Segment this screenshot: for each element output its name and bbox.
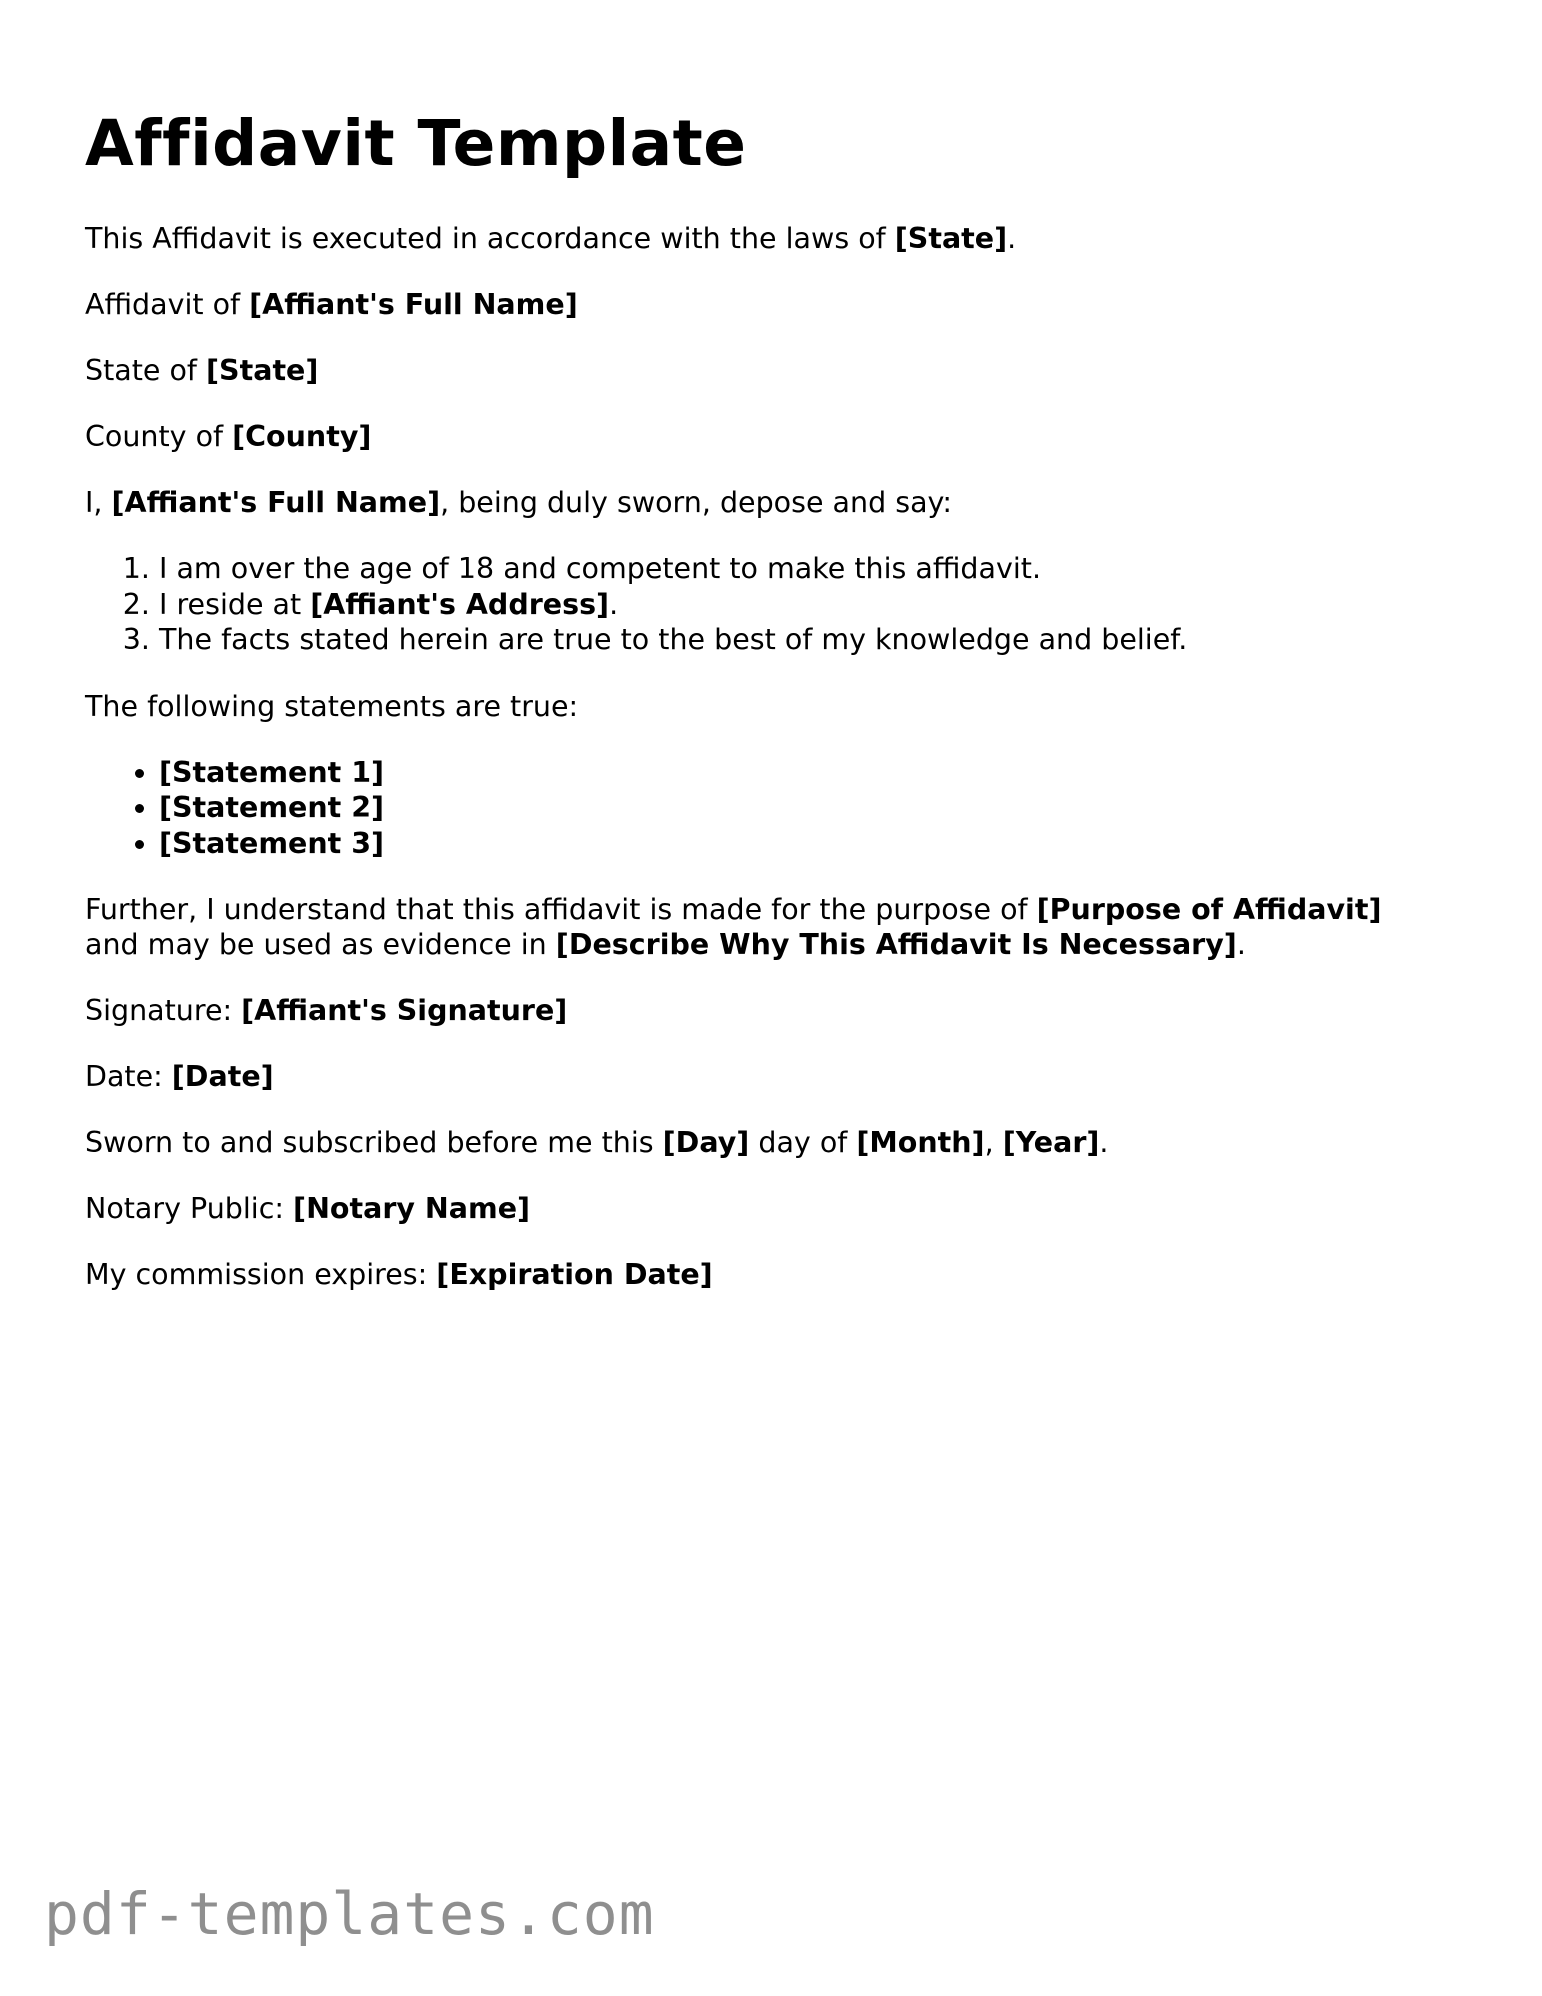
oath-name-placeholder: [Affiant's Full Name] [111,486,441,519]
county-placeholder: [County] [232,420,372,453]
day-placeholder: [Day] [662,1126,750,1159]
intro-paragraph [85,221,1475,256]
purpose-paragraph [85,892,1475,962]
intro-end: . [1007,222,1017,255]
sworn-comma: , [984,1126,1003,1159]
statements-intro: The following statements are true: [85,689,579,723]
oath-prefix: I, [85,486,112,519]
statement-placeholder: [Statement 2] [159,791,385,824]
sworn-day-of: day of [749,1126,857,1159]
notary-placeholder: [Notary Name] [293,1192,531,1225]
signature-placeholder: [Affiant's Signature] [241,994,568,1027]
notary-line [85,1191,1475,1226]
purpose-middle: and may be used as evidence in [85,928,556,961]
affidavit-of-label: Affidavit of [85,288,250,321]
year-placeholder: [Year] [1002,1126,1100,1159]
purpose-prefix: Further, I understand that this affidavit is made for the purpose of [85,893,1037,926]
sworn-line [85,1125,1475,1160]
signature-line [85,993,1475,1028]
document-page [85,100,1475,1323]
numbered-list [85,551,1475,658]
state-of-line [85,353,1475,388]
statement-placeholder: [Statement 1] [159,755,385,789]
sworn-end: . [1099,1126,1109,1159]
list-item [159,826,1475,862]
list-item [159,790,1475,826]
oath-line [85,485,1475,520]
signature-label: Signature: [85,994,242,1027]
reason-placeholder: [Describe Why This Affidavit Is Necessary] [555,928,1237,961]
month-placeholder: [Month] [856,1126,985,1159]
statement-placeholder: [Statement 3] [159,826,385,860]
county-of-label: County of [85,420,233,453]
statements-list [85,755,1475,862]
affidavit-of-line [85,287,1475,322]
sworn-prefix: Sworn to and subscribed before me this [85,1126,663,1159]
notary-label: Notary Public: [85,1192,294,1225]
list-item: 1. I am over the age of 18 and competent to make this affidavit. [159,551,1475,587]
purpose-end: . [1236,928,1246,961]
state-of-label: State of [85,354,207,387]
affiant-name-placeholder: [Affiant's Full Name] [249,288,578,321]
expiration-placeholder: [Expiration Date] [436,1258,713,1291]
commission-line [85,1257,1475,1292]
list-item [159,587,1475,623]
date-placeholder: [Date] [171,1060,274,1093]
purpose-placeholder: [Purpose of Affidavit] [1036,893,1382,926]
list-item: 3. The facts stated herein are true to the best of my knowledge and belief. [159,622,1475,658]
oath-suffix: , being duly sworn, depose and say: [440,486,952,519]
intro-text: This Affidavit is executed in accordance with the laws of [85,222,895,255]
commission-label: My commission expires: [85,1258,437,1291]
date-line [85,1059,1475,1094]
residence-end: . [609,587,619,621]
list-item [159,755,1475,791]
residence-prefix: I reside at [159,587,311,621]
state-placeholder: [State] [206,354,319,387]
date-label: Date: [85,1060,172,1093]
watermark: pdf-templates.com [44,1880,655,1948]
intro-state-placeholder: [State] [894,222,1008,255]
county-of-line [85,419,1475,454]
address-placeholder: [Affiant's Address] [310,587,610,621]
page-title: Affidavit Template [85,107,747,180]
